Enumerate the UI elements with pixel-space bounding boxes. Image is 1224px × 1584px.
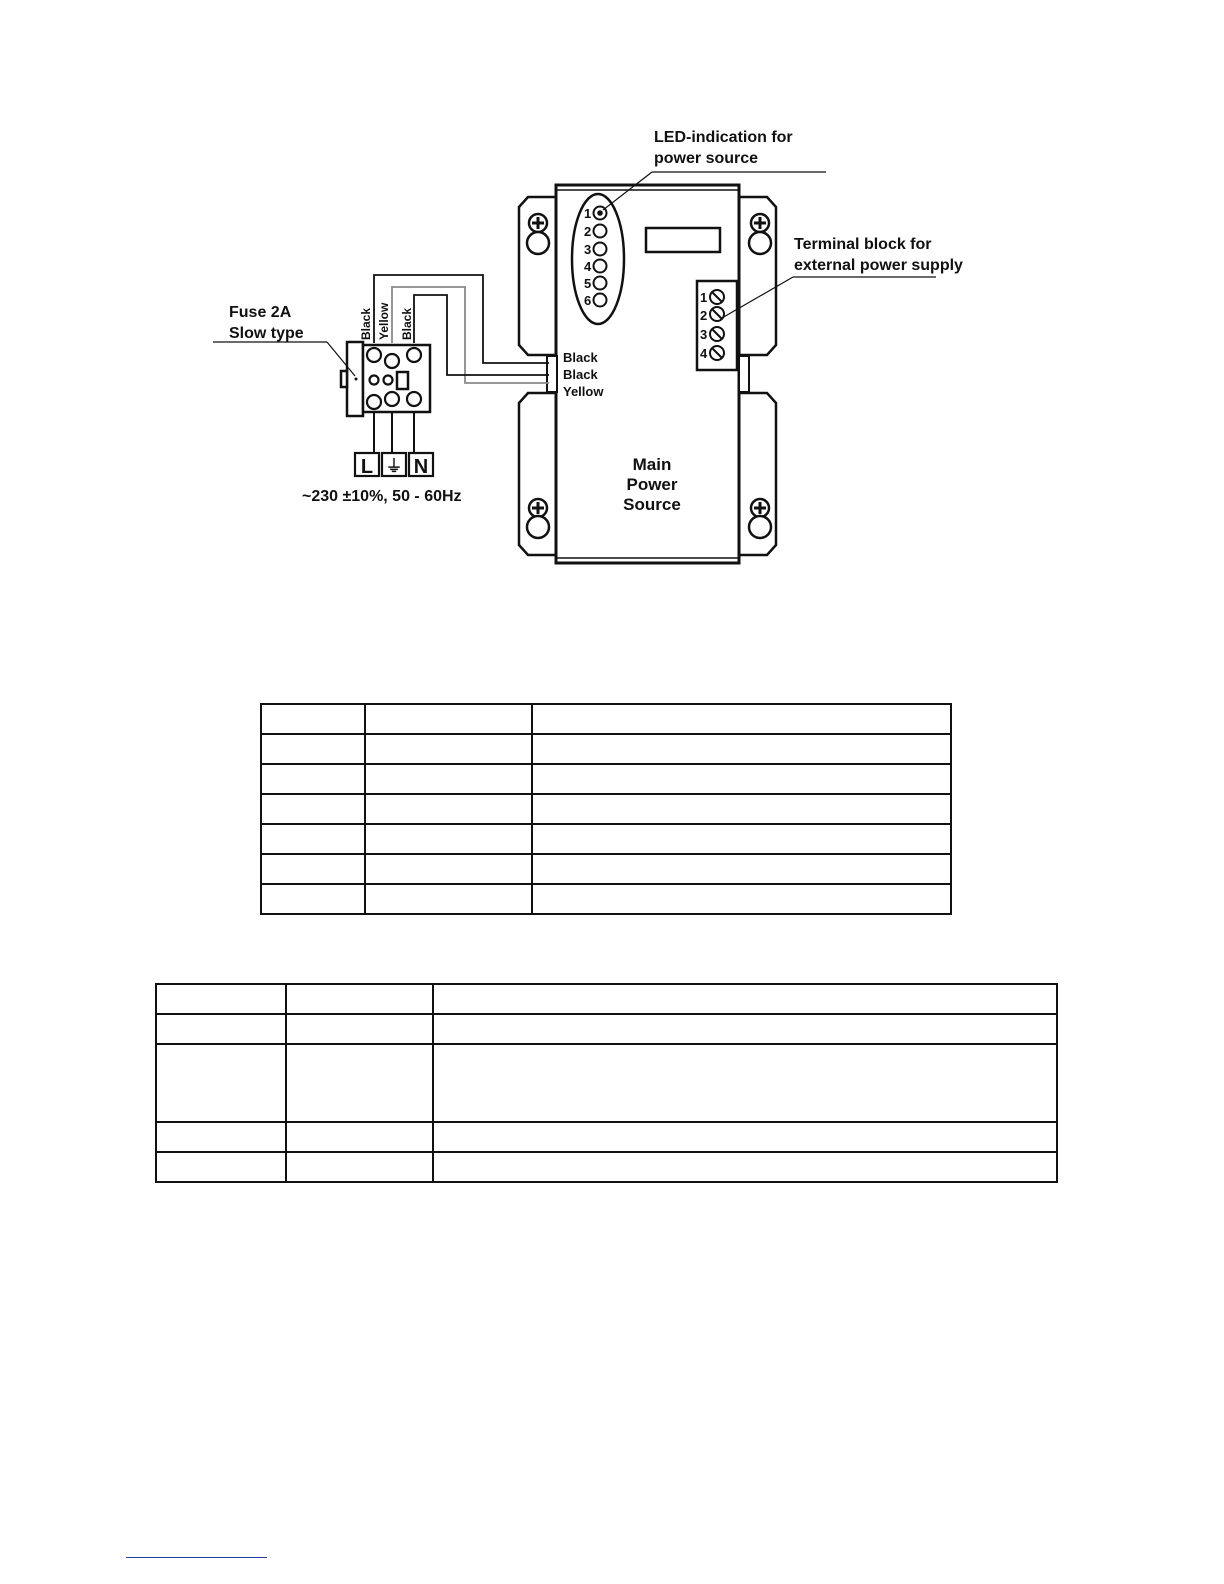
- mains-spec: ~230 ±10%, 50 - 60Hz: [302, 488, 462, 505]
- table-row: [156, 1014, 1057, 1044]
- table-row: [156, 1044, 1057, 1122]
- right-cable-gland: [739, 356, 749, 392]
- main-label-line-2: Power: [626, 475, 678, 494]
- main-label-line-1: Main: [632, 455, 672, 474]
- led-callout-line-2: power source: [654, 150, 759, 167]
- display-window: [646, 228, 720, 252]
- table-row: [156, 984, 1057, 1014]
- led-icon: [594, 225, 607, 238]
- table-row: [261, 704, 951, 734]
- table-1: [260, 703, 952, 915]
- entry-label-black: Black: [563, 350, 598, 365]
- terminal-screw-icon: [407, 348, 421, 362]
- table-row: [156, 1122, 1057, 1152]
- led-icon: [594, 260, 607, 273]
- terminal-callout-line-1: Terminal block for: [794, 236, 932, 253]
- wire-label-black: Black: [400, 307, 414, 340]
- table-row: [261, 764, 951, 794]
- terminal-screw-icon: [367, 395, 381, 409]
- led-icon: [594, 277, 607, 290]
- led-number: 4: [584, 259, 592, 274]
- entry-label-yellow: Yellow: [563, 384, 604, 399]
- table-row: [261, 794, 951, 824]
- led-icon: [594, 294, 607, 307]
- terminal-number: 3: [700, 327, 708, 342]
- mount-hole: [749, 232, 771, 254]
- mount-hole: [527, 516, 549, 538]
- table-row: [261, 854, 951, 884]
- terminal-screw-icon: [367, 348, 381, 362]
- wire-label-yellow: Yellow: [377, 302, 391, 340]
- terminal-screw-icon: [385, 354, 399, 368]
- entry-label-black: Black: [563, 367, 598, 382]
- terminal-n-label: N: [413, 456, 429, 478]
- fuse-callout-line-2: Slow type: [229, 325, 304, 342]
- table-2: [155, 983, 1058, 1183]
- table-row: [261, 824, 951, 854]
- led-callout-line-1: LED-indication for: [654, 129, 793, 146]
- table-row: [261, 884, 951, 914]
- terminal-callout-line-2: external power supply: [794, 257, 963, 274]
- terminal-number: 4: [700, 346, 708, 361]
- terminal-number: 2: [700, 308, 708, 323]
- terminal-screw-icon: [370, 376, 379, 385]
- led-number: 3: [584, 242, 592, 257]
- terminal-number: 1: [700, 290, 708, 305]
- terminal-screw-icon: [407, 392, 421, 406]
- fuse-callout-line-1: Fuse 2A: [229, 304, 292, 321]
- footer-rule: [126, 1557, 267, 1558]
- main-label-line-3: Source: [623, 495, 681, 514]
- led-number: 2: [584, 224, 592, 239]
- wire-label-black: Black: [359, 307, 373, 340]
- wiring-diagram: [0, 0, 1224, 600]
- led-number: 5: [584, 276, 592, 291]
- earth-icon: ⏚: [385, 457, 403, 476]
- left-cable-gland: [547, 356, 557, 392]
- terminal-screw-icon: [384, 376, 393, 385]
- led-icon: [594, 243, 607, 256]
- led-number: 1: [584, 206, 592, 221]
- table-row: [156, 1152, 1057, 1182]
- led-number: 6: [584, 293, 592, 308]
- table-row: [261, 734, 951, 764]
- mount-hole: [749, 516, 771, 538]
- terminal-l-label: L: [360, 456, 374, 478]
- mount-hole: [527, 232, 549, 254]
- terminal-screw-icon: [385, 392, 399, 406]
